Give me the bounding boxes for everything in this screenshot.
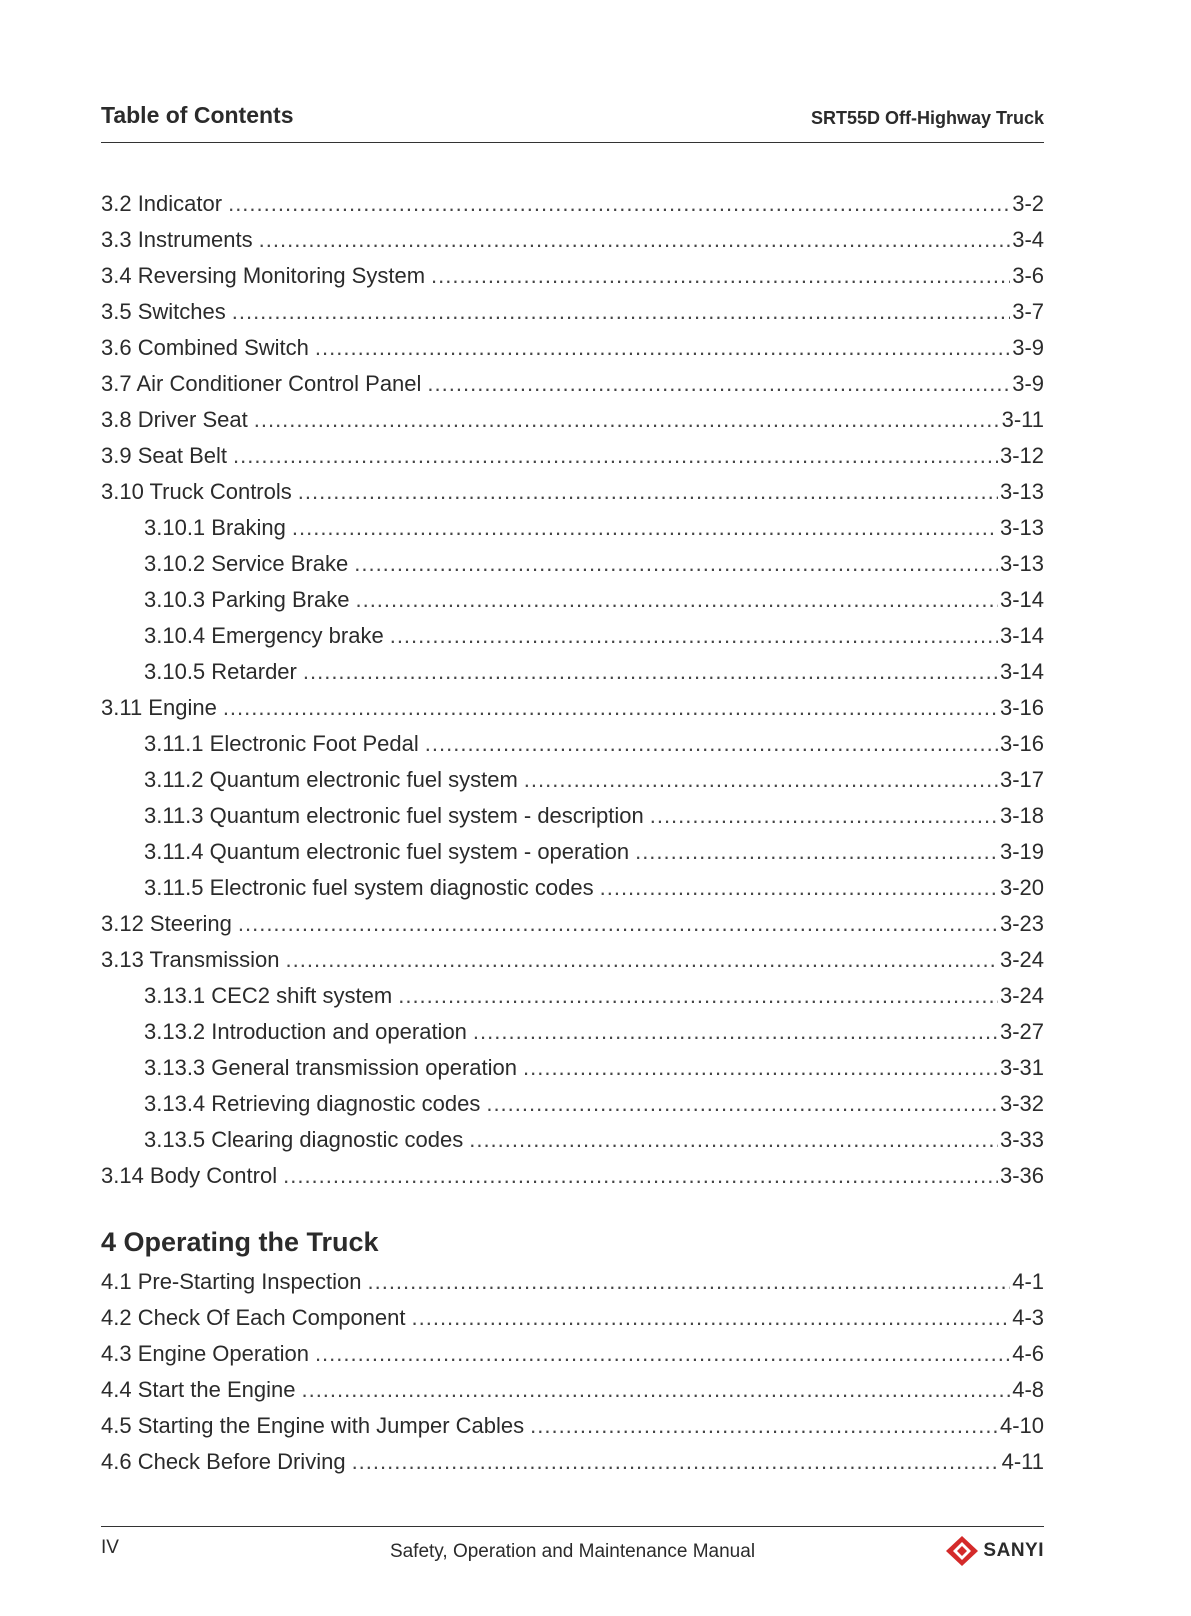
toc-entry-title: 3.7 Air Conditioner Control Panel	[101, 371, 422, 396]
toc-leader-dots	[355, 582, 997, 618]
toc-entry[interactable]	[101, 1264, 1044, 1300]
toc-entry[interactable]	[101, 1050, 1044, 1086]
toc-entry-page: 4-3	[1012, 1305, 1044, 1330]
toc-leader-dots	[254, 402, 1000, 438]
toc-entry-page: 3-12	[999, 443, 1044, 468]
toc-entry[interactable]	[101, 1014, 1044, 1050]
toc-entry-page: 3-19	[999, 839, 1044, 864]
toc-entry-page: 3-14	[999, 659, 1044, 684]
toc-entry-page: 3-36	[999, 1163, 1044, 1188]
toc-entry[interactable]	[101, 222, 1044, 258]
toc-entry[interactable]	[101, 1408, 1044, 1444]
footer-manual-title: Safety, Operation and Maintenance Manual	[389, 1541, 756, 1562]
toc-section-4	[101, 1264, 1044, 1480]
toc-entry-page: 3-27	[999, 1019, 1044, 1044]
toc-entry-page: 3-17	[999, 767, 1044, 792]
toc-entry[interactable]	[101, 834, 1044, 870]
toc-leader-dots	[431, 258, 1010, 294]
toc-entry-page: 3-20	[999, 875, 1044, 900]
toc-leader-dots	[303, 654, 998, 690]
toc-leader-dots	[530, 1408, 998, 1444]
toc-entry-page: 3-2	[1012, 191, 1044, 216]
toc-entry-title: 3.14 Body Control	[101, 1163, 278, 1188]
toc-leader-dots	[233, 438, 998, 474]
toc-entry-page: 3-18	[999, 803, 1044, 828]
toc-leader-dots	[315, 1336, 1010, 1372]
toc-entry-title: 3.13.3 General transmission operation	[144, 1055, 517, 1080]
toc-entry[interactable]	[101, 474, 1044, 510]
toc-entry-page: 3-32	[999, 1091, 1044, 1116]
toc-leader-dots	[354, 546, 998, 582]
brand-name: SANYI	[983, 1540, 1044, 1561]
toc-entry-page: 4-11	[1001, 1449, 1044, 1474]
toc-entry-title: 3.13.4 Retrieving diagnostic codes	[144, 1091, 481, 1116]
toc-entry-page: 3-9	[1012, 335, 1044, 360]
toc-entry[interactable]	[101, 906, 1044, 942]
toc-entry-page: 3-4	[1012, 227, 1044, 252]
toc-leader-dots	[427, 366, 1010, 402]
toc-entry[interactable]	[101, 366, 1044, 402]
toc-leader-dots	[283, 1158, 998, 1194]
toc-entry-page: 3-13	[999, 515, 1044, 540]
toc-entry-page: 4-8	[1012, 1377, 1044, 1402]
toc-entry-title: 3.10.2 Service Brake	[144, 551, 349, 576]
toc-entry[interactable]	[101, 618, 1044, 654]
toc-entry-title: 3.2 Indicator	[101, 191, 223, 216]
toc-entry-title: 3.11.4 Quantum electronic fuel system - operation	[144, 839, 630, 864]
toc-entry[interactable]	[101, 546, 1044, 582]
toc-entry[interactable]	[101, 510, 1044, 546]
toc-leader-dots	[286, 942, 998, 978]
page-header	[101, 100, 1044, 143]
toc-leader-dots	[600, 870, 998, 906]
toc-entry-title: 3.12 Steering	[101, 911, 232, 936]
toc-entry-page: 4-1	[1012, 1269, 1044, 1294]
toc-leader-dots	[367, 1264, 1010, 1300]
toc-entry-title: 3.10 Truck Controls	[101, 479, 292, 504]
toc-entry[interactable]	[101, 870, 1044, 906]
toc-entry[interactable]	[101, 402, 1044, 438]
toc-leader-dots	[523, 1050, 998, 1086]
toc-leader-dots	[398, 978, 998, 1014]
toc-leader-dots	[352, 1444, 1000, 1480]
toc-entry-title: 4.3 Engine Operation	[101, 1341, 309, 1366]
toc-leader-dots	[298, 474, 998, 510]
toc-entry-title: 4.5 Starting the Engine with Jumper Cables	[101, 1413, 525, 1438]
toc-entry-page: 3-33	[999, 1127, 1044, 1152]
table-of-contents	[101, 186, 1044, 1480]
toc-entry-title: 3.10.1 Braking	[144, 515, 286, 540]
toc-entry-title: 3.9 Seat Belt	[101, 443, 227, 468]
toc-leader-dots	[292, 510, 998, 546]
toc-entry-title: 3.6 Combined Switch	[101, 335, 309, 360]
toc-entry-page: 3-14	[999, 587, 1044, 612]
toc-entry-page: 3-11	[1001, 407, 1044, 432]
toc-entry-page: 3-7	[1012, 299, 1044, 324]
toc-entry-title: 3.10.4 Emergency brake	[144, 623, 384, 648]
toc-entry[interactable]	[101, 726, 1044, 762]
toc-leader-dots	[232, 294, 1010, 330]
toc-entry[interactable]	[101, 294, 1044, 330]
toc-leader-dots	[228, 186, 1010, 222]
toc-entry-title: 3.11.3 Quantum electronic fuel system - description	[144, 803, 644, 828]
toc-entry-page: 3-24	[999, 947, 1044, 972]
toc-leader-dots	[259, 222, 1011, 258]
toc-entry-title: 3.11 Engine	[101, 695, 217, 720]
toc-entry-title: 4.1 Pre-Starting Inspection	[101, 1269, 362, 1294]
toc-leader-dots	[635, 834, 998, 870]
header-product: SRT55D Off-Highway Truck	[810, 108, 1044, 128]
toc-leader-dots	[301, 1372, 1010, 1408]
toc-entry-title: 3.11.2 Quantum electronic fuel system	[144, 767, 518, 792]
toc-leader-dots	[315, 330, 1010, 366]
toc-entry-page: 3-9	[1012, 371, 1044, 396]
toc-entry[interactable]	[101, 978, 1044, 1014]
toc-entry[interactable]	[101, 1122, 1044, 1158]
toc-entry-page: 4-6	[1012, 1341, 1044, 1366]
toc-entry-page: 3-23	[999, 911, 1044, 936]
toc-entry[interactable]	[101, 1336, 1044, 1372]
toc-entry-title: 3.4 Reversing Monitoring System	[101, 263, 426, 288]
toc-entry-title: 3.13.1 CEC2 shift system	[144, 983, 393, 1008]
toc-entry-page: 3-13	[999, 551, 1044, 576]
toc-leader-dots	[650, 798, 998, 834]
footer-page-number: IV	[101, 1537, 119, 1558]
toc-leader-dots	[486, 1086, 998, 1122]
toc-leader-dots	[469, 1122, 998, 1158]
toc-entry[interactable]	[101, 1300, 1044, 1336]
toc-entry[interactable]	[101, 1444, 1044, 1480]
toc-entry[interactable]	[101, 438, 1044, 474]
toc-entry-title: 4.6 Check Before Driving	[101, 1449, 346, 1474]
toc-entry-title: 3.10.5 Retarder	[144, 659, 297, 684]
toc-entry[interactable]	[101, 258, 1044, 294]
toc-section-3	[101, 186, 1044, 1194]
section-4-heading: 4 Operating the Truck	[101, 1227, 379, 1257]
toc-entry-title: 3.11.5 Electronic fuel system diagnostic codes	[144, 875, 594, 900]
toc-entry-title: 3.11.1 Electronic Foot Pedal	[144, 731, 419, 756]
toc-entry-title: 3.13.5 Clearing diagnostic codes	[144, 1127, 464, 1152]
toc-entry-page: 3-16	[999, 695, 1044, 720]
toc-entry-title: 3.13.2 Introduction and operation	[144, 1019, 467, 1044]
toc-entry[interactable]	[101, 690, 1044, 726]
toc-entry-title: 4.4 Start the Engine	[101, 1377, 296, 1402]
toc-entry-title: 3.8 Driver Seat	[101, 407, 248, 432]
toc-leader-dots	[238, 906, 998, 942]
toc-entry-title: 3.5 Switches	[101, 299, 226, 324]
toc-entry-page: 4-10	[999, 1413, 1044, 1438]
toc-leader-dots	[425, 726, 998, 762]
toc-entry[interactable]	[101, 330, 1044, 366]
toc-entry[interactable]	[101, 186, 1044, 222]
toc-entry[interactable]	[101, 582, 1044, 618]
toc-entry-title: 3.3 Instruments	[101, 227, 253, 252]
toc-entry-page: 3-13	[999, 479, 1044, 504]
header-title: Table of Contents	[101, 102, 294, 128]
toc-entry-page: 3-6	[1012, 263, 1044, 288]
toc-entry[interactable]	[101, 942, 1044, 978]
toc-entry-page: 3-16	[999, 731, 1044, 756]
toc-entry[interactable]	[101, 798, 1044, 834]
sanyi-logo-icon	[945, 1535, 979, 1567]
toc-leader-dots	[412, 1300, 1011, 1336]
page-footer	[101, 1526, 1044, 1587]
toc-entry-title: 3.13 Transmission	[101, 947, 280, 972]
toc-entry[interactable]	[101, 1158, 1044, 1194]
toc-entry[interactable]	[101, 654, 1044, 690]
toc-entry-page: 3-24	[999, 983, 1044, 1008]
toc-entry-page: 3-14	[999, 623, 1044, 648]
toc-entry[interactable]	[101, 762, 1044, 798]
toc-entry-page: 3-31	[999, 1055, 1044, 1080]
brand-logo	[945, 1531, 1044, 1571]
toc-entry-title: 3.10.3 Parking Brake	[144, 587, 350, 612]
toc-leader-dots	[524, 762, 998, 798]
toc-leader-dots	[223, 690, 998, 726]
toc-entry[interactable]	[101, 1372, 1044, 1408]
toc-leader-dots	[390, 618, 998, 654]
toc-entry-title: 4.2 Check Of Each Component	[101, 1305, 406, 1330]
toc-leader-dots	[473, 1014, 998, 1050]
toc-entry[interactable]	[101, 1086, 1044, 1122]
